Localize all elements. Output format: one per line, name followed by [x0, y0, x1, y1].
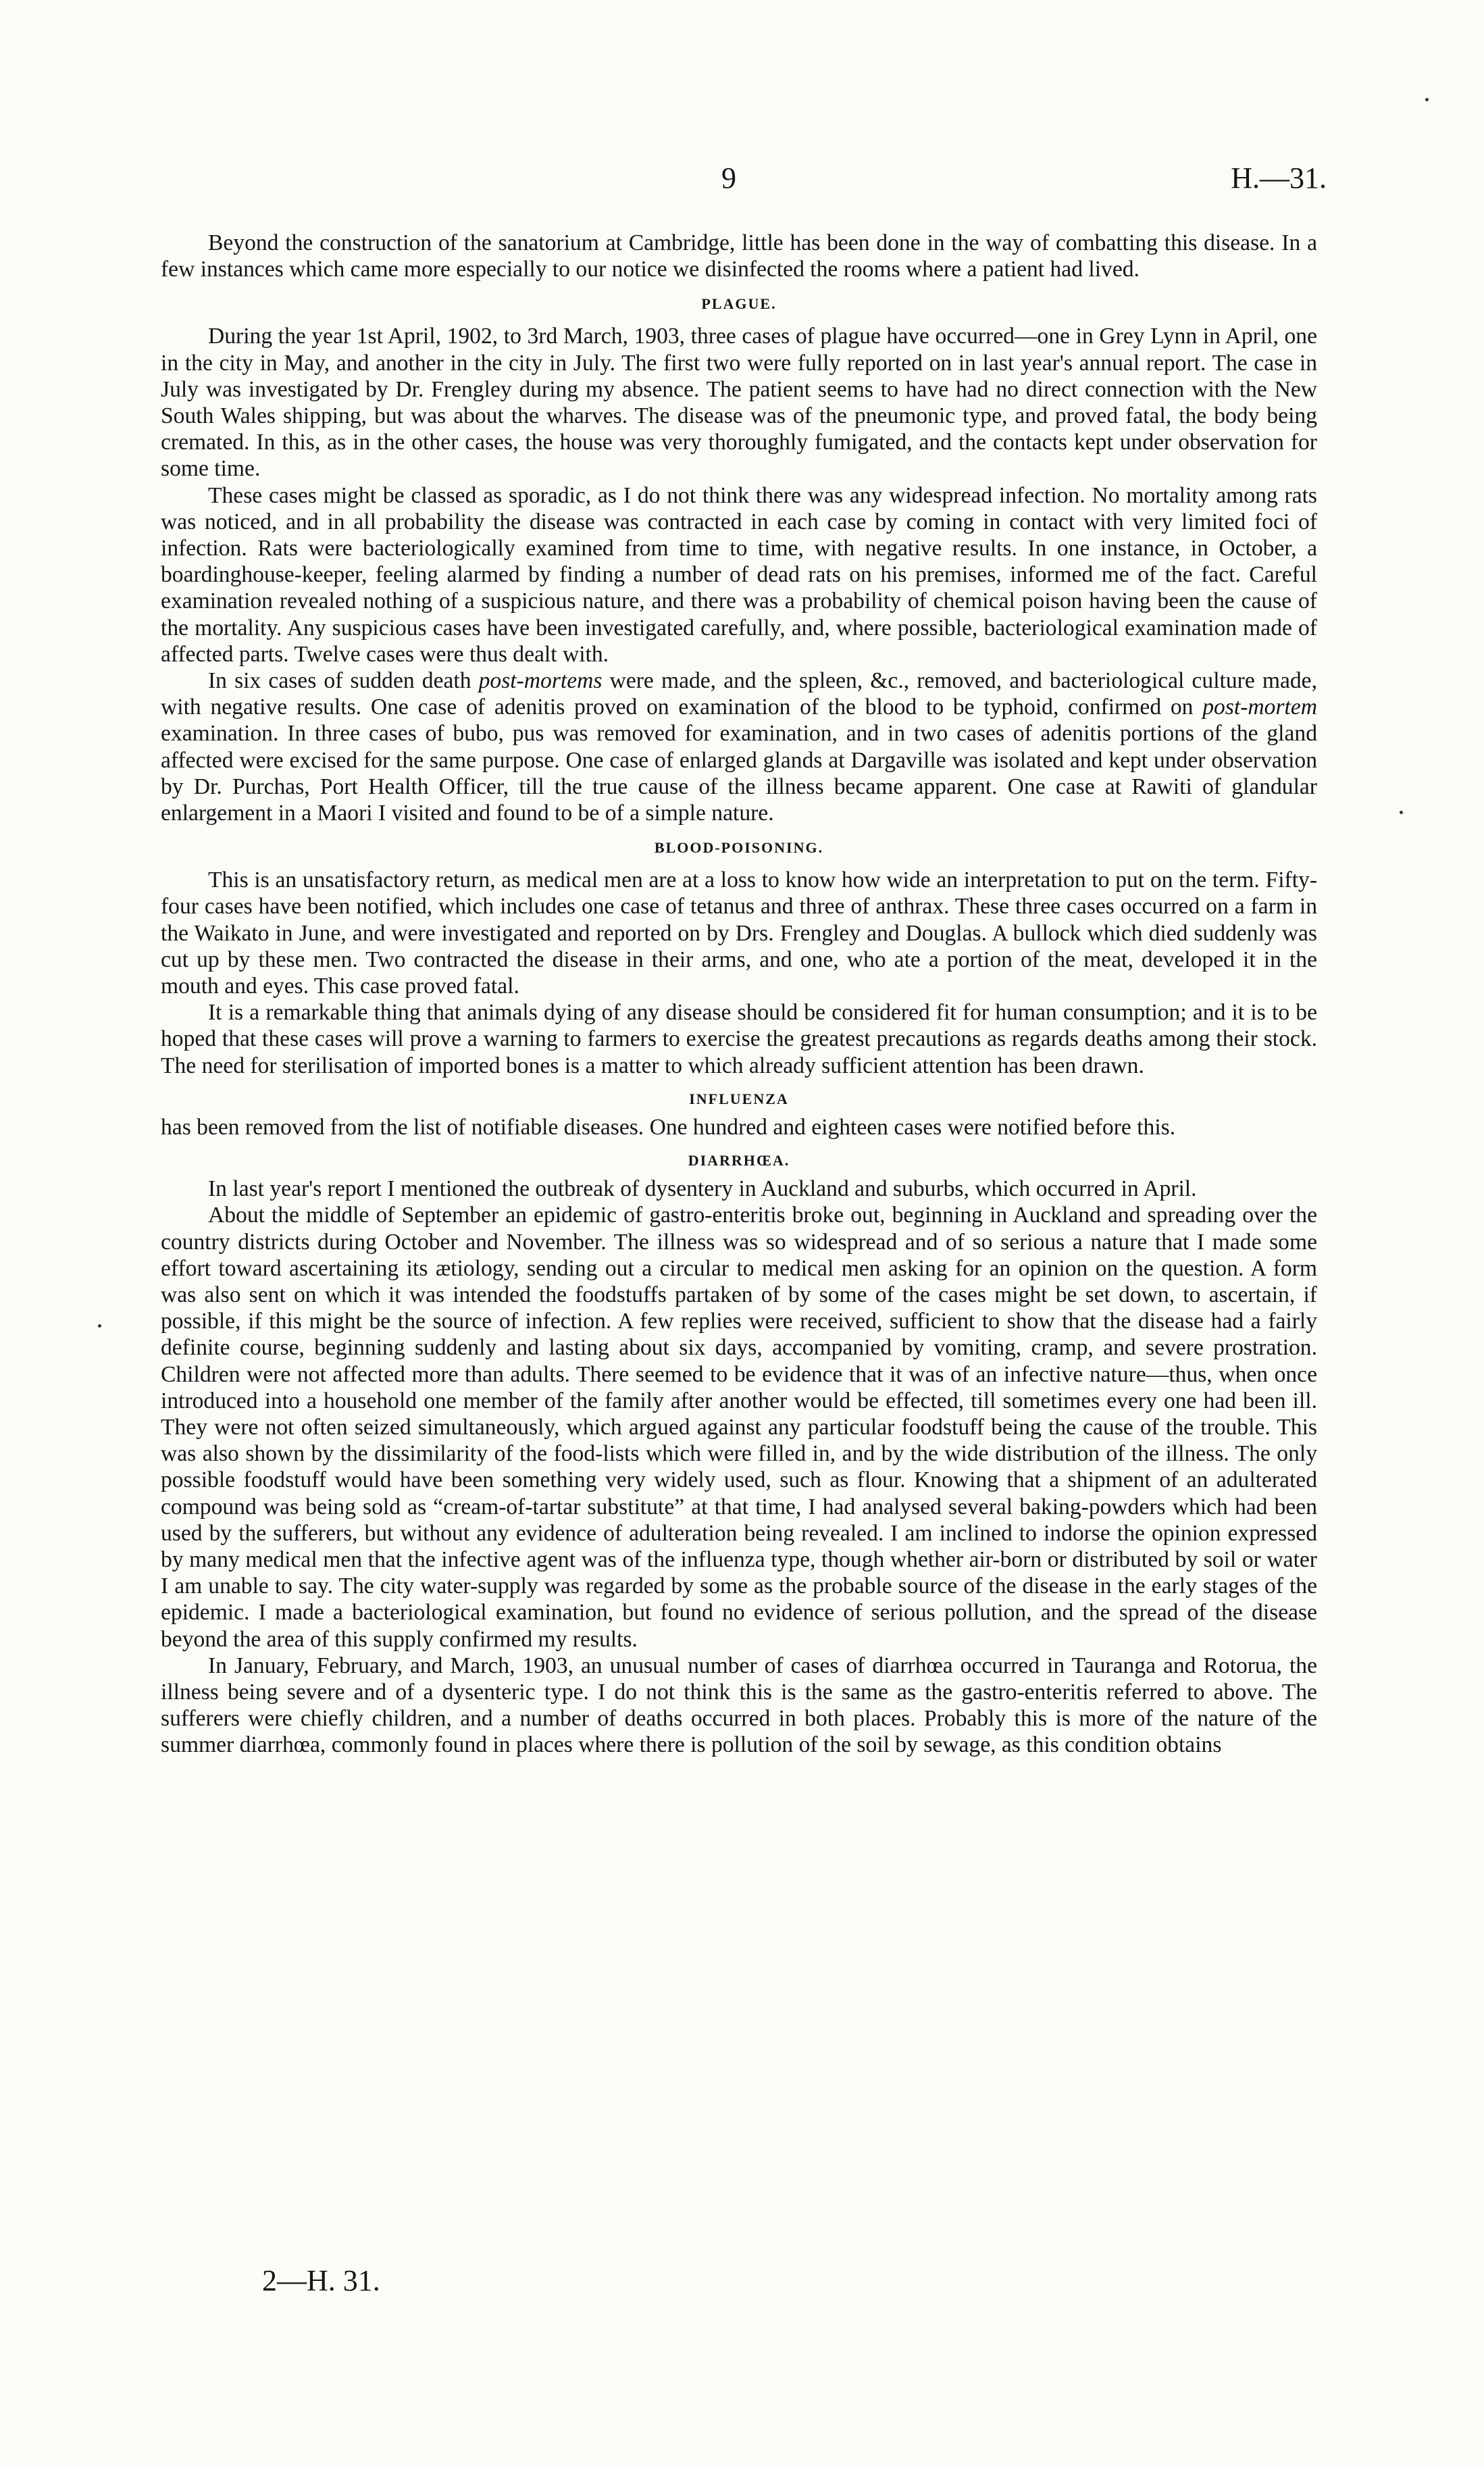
heading-diarrhoea: DIARRHŒA.	[688, 1152, 790, 1169]
text-run: were made, and the spleen, &c., removed, and bacteriological culture made, with negative results. One case of adenitis proved on examination of the blood to be typhoid, confirmed on	[161, 668, 1317, 720]
paragraph-plague-cases: During the year 1st April, 1902, to 3rd March, 1903, three cases of plague have occurred—one in Grey Lynn in April, one in the city in May, and another in the city in July. The first two were fully reported on in last year's annual report. The case in July was investigated by Dr. Frengley during my absence. The patient seems to have had no direct connection with the New South Wales shipping, but was about the wharves. The disease was of the pneumonic type, and proved fatal, the body being cremated. In this, as in the other cases, the house was very thoroughly fumigated, and the contacts kept under observation for some time.	[161, 324, 1317, 482]
text-run: In six cases of sudden death	[208, 668, 479, 694]
paragraph-blood-poisoning-remark: It is a remarkable thing that animals dying of any disease should be considered fit for human consumption; and it is to be hoped that these cases will prove a warning to farmers to exercise the greatest precautions as regards deaths among their stock. The need for sterilisation of imported bones is a matter to which already sufficient attention has been drawn.	[161, 1000, 1317, 1078]
paragraph-blood-poisoning-return: This is an unsatisfactory return, as medical men are at a loss to know how wide an interpretation to put on the term. Fifty-four cases have been notified, which includes one case of tetanus and three of anthrax. These three cases occurred on a farm in the Waikato in June, and were investigated and reported on by Drs. Frengley and Douglas. A bullock which died suddenly was cut up by these men. Two contracted the disease in their arms, and one, who ate a portion of the meat, developed it in the mouth and eyes. This case proved fatal.	[161, 867, 1317, 999]
page-header	[0, 161, 1484, 201]
scan-speck	[98, 1324, 101, 1328]
heading-blood-poisoning: BLOOD-POISONING.	[654, 839, 824, 857]
emphasis-post-mortem: post-mortem	[1202, 695, 1317, 720]
heading-plague: PLAGUE.	[701, 295, 777, 313]
scan-speck	[1400, 811, 1403, 814]
paragraph-sanatorium: Beyond the construction of the sanatorium at Cambridge, little has been done in the way of combatting this disease. In a few instances which came more especially to our notice we disinfected the rooms where a patient had lived.	[161, 230, 1317, 282]
text-run: examination. In three cases of bubo, pus was removed for examination, and in two cases of adenitis portions of the gland affected were excised for the same purpose. One case of enlarged glands at Dargaville was isolated and kept under observation by Dr. Purchas, Port Health Officer, till the true cause of the illness became apparent. One case at Rawiti of glandular enlargement in a Maori I visited and found to be of a simple nature.	[161, 721, 1317, 826]
page-reference: H.—31.	[1231, 161, 1327, 195]
paragraph-gastro-enteritis: About the middle of September an epidemic of gastro-enteritis broke out, beginning in Auckland and spreading over the country districts during October and November. The illness was so widespread and of so serious a nature that I made some effort toward ascertaining its ætiology, sending out a circular to medical men asking for an opinion on the question. A form was also sent on which it was intended the foodstuffs partaken of by some of the cases might be set down, to ascertain, if possible, if this might be the source of infection. A few replies were received, sufficient to show that the disease had a fairly definite course, beginning suddenly and lasting about six days, accompanied by vomiting, cramp, and severe prostration. Children were not affected more than adults. There seemed to be evidence that it was of an infective nature—thus, when once introduced into a household one member of the family after another would be effected, till sometimes every one had been ill. They were not often seized simultaneously, which argued against any particular foodstuff being the cause of the trouble. This was also shown by the dissimilarity of the food-lists which were filled in, and by the wide distribution of the illness. The only possible foodstuff would have been something very widely used, such as flour. Knowing that a shipment of an adulterated compound was being sold as “cream-of-tartar substitute” at that time, I had analysed several baking-powders which had been used by the sufferers, but without any evidence of adulteration being revealed. I am inclined to indorse the opinion expressed by many medical men that the infective agent was of the influenza type, though whether air-born or distributed by soil or water I am unable to say. The city water-supply was regarded by some as the probable source of the disease in the early stages of the epidemic. I made a bacteriological examination, but found no evidence of serious pollution, and the spread of the disease beyond the area of this supply confirmed my results.	[161, 1203, 1317, 1652]
paragraph-dysentery: In last year's report I mentioned the outbreak of dysentery in Auckland and suburbs, which occurred in April.	[208, 1176, 1197, 1202]
document-body	[161, 230, 1317, 1759]
paragraph-plague-post-mortems	[161, 668, 1317, 826]
heading-influenza: INFLUENZA	[689, 1090, 789, 1107]
paragraph-influenza: has been removed from the list of notifiable diseases. One hundred and eighteen cases were notified before this.	[161, 1114, 1176, 1140]
footer-signature: 2—H. 31.	[262, 2264, 380, 2297]
emphasis-post-mortems: post-mortems	[478, 668, 603, 694]
page-number: 9	[721, 161, 736, 195]
paragraph-plague-sporadic: These cases might be classed as sporadic, as I do not think there was any widespread infection. No mortality among rats was noticed, and in all probability the disease was contracted in each case by coming in contact with very limited foci of infection. Rats were bacteriologically examined from time to time, with negative results. In one instance, in October, a boardinghouse-keeper, feeling alarmed by finding a number of dead rats on his premises, informed me of the fact. Careful examination revealed nothing of a suspicious nature, and there was a probability of chemical poison having been the cause of the mortality. Any suspicious cases have been investigated carefully, and, where possible, bacteriological examination made of affected parts. Twelve cases were thus dealt with.	[161, 482, 1317, 667]
scan-speck	[1425, 98, 1429, 101]
paragraph-tauranga-rotorua: In January, February, and March, 1903, an unusual number of cases of diarrhœa occurred in Tauranga and Rotorua, the illness being severe and of a dysenteric type. I do not think this is the same as the gastro-enteritis referred to above. The sufferers were chiefly children, and a number of deaths occurred in both places. Probably this is more of the nature of the summer diarrhœa, commonly found in places where there is pollution of the soil by sewage, as this condition obtains	[161, 1653, 1317, 1758]
